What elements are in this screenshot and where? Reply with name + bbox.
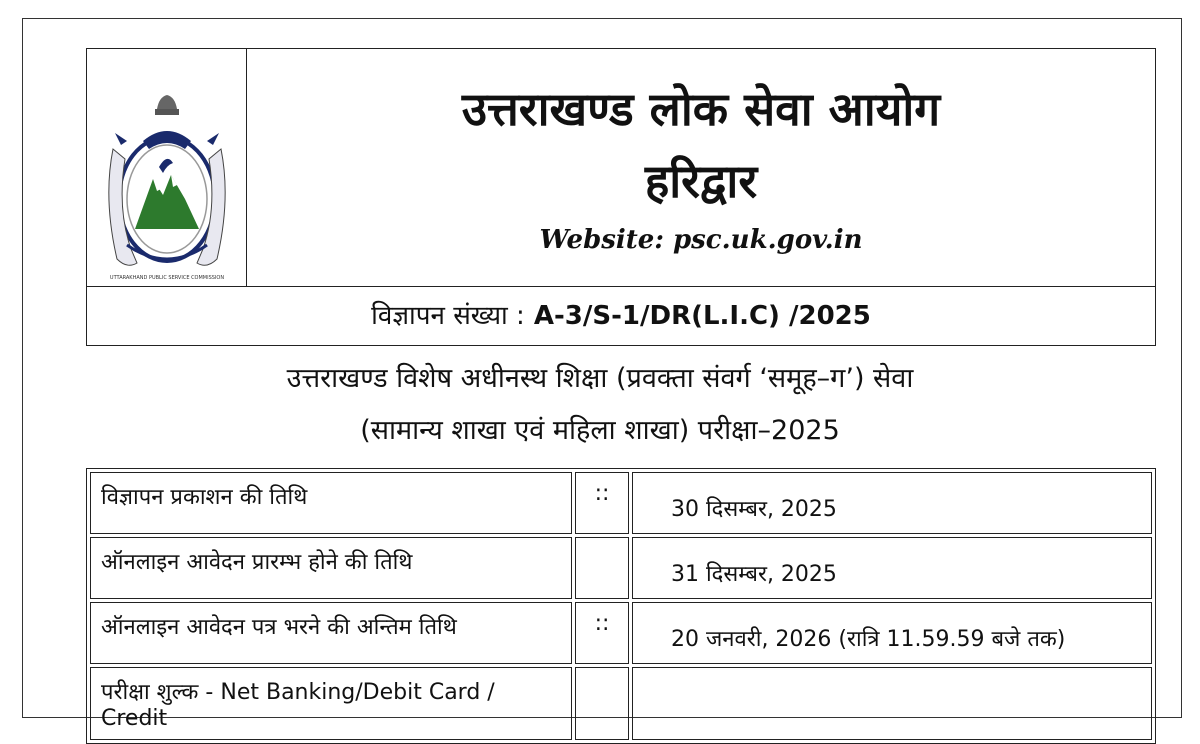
table-row [90,472,1152,534]
row-label: परीक्षा शुल्क - Net Banking/Debit Card / Credit [90,667,572,740]
header-box [86,48,1156,346]
advertisement-number: A-3/S-1/DR(L.I.C) /2025 [533,301,871,331]
row-value: 20 जनवरी, 2026 (रात्रि 11.59.59 बजे तक) [632,602,1152,664]
commission-emblem-logo [87,49,247,286]
row-label: विज्ञापन प्रकाशन की तिथि [90,472,572,534]
row-separator [575,537,629,599]
table-row [90,667,1152,740]
exam-title-line2: (सामान्य शाखा एवं महिला शाखा) परीक्षा–2025 [360,415,840,446]
title-cell [247,49,1155,286]
row-value: 30 दिसम्बर, 2025 [632,472,1152,534]
row-separator: :: [575,472,629,534]
row-separator [575,667,629,740]
dates-table [86,468,1156,744]
row-label: ऑनलाइन आवेदन पत्र भरने की अन्तिम तिथि [90,602,572,664]
row-separator: :: [575,602,629,664]
row-value [632,667,1152,740]
commission-location: हरिद्वार [644,154,758,208]
row-label: ऑनलाइन आवेदन प्रारम्भ होने की तिथि [90,537,572,599]
advertisement-label: विज्ञापन संख्या : [371,301,525,331]
commission-title: उत्तराखण्ड लोक सेवा आयोग [461,82,941,136]
table-row [90,537,1152,599]
logo-cell [87,49,247,286]
row-value: 31 दिसम्बर, 2025 [632,537,1152,599]
advertisement-number-row [87,286,1155,345]
logo-caption: UTTARAKHAND PUBLIC SERVICE COMMISSION [109,275,225,281]
table-row [90,602,1152,664]
exam-title-line1: उत्तराखण्ड विशेष अधीनस्थ शिक्षा (प्रवक्ता संवर्ग ‘समूह–ग’) सेवा [286,363,914,394]
website-text: Website: psc.uk.gov.in [539,225,863,255]
